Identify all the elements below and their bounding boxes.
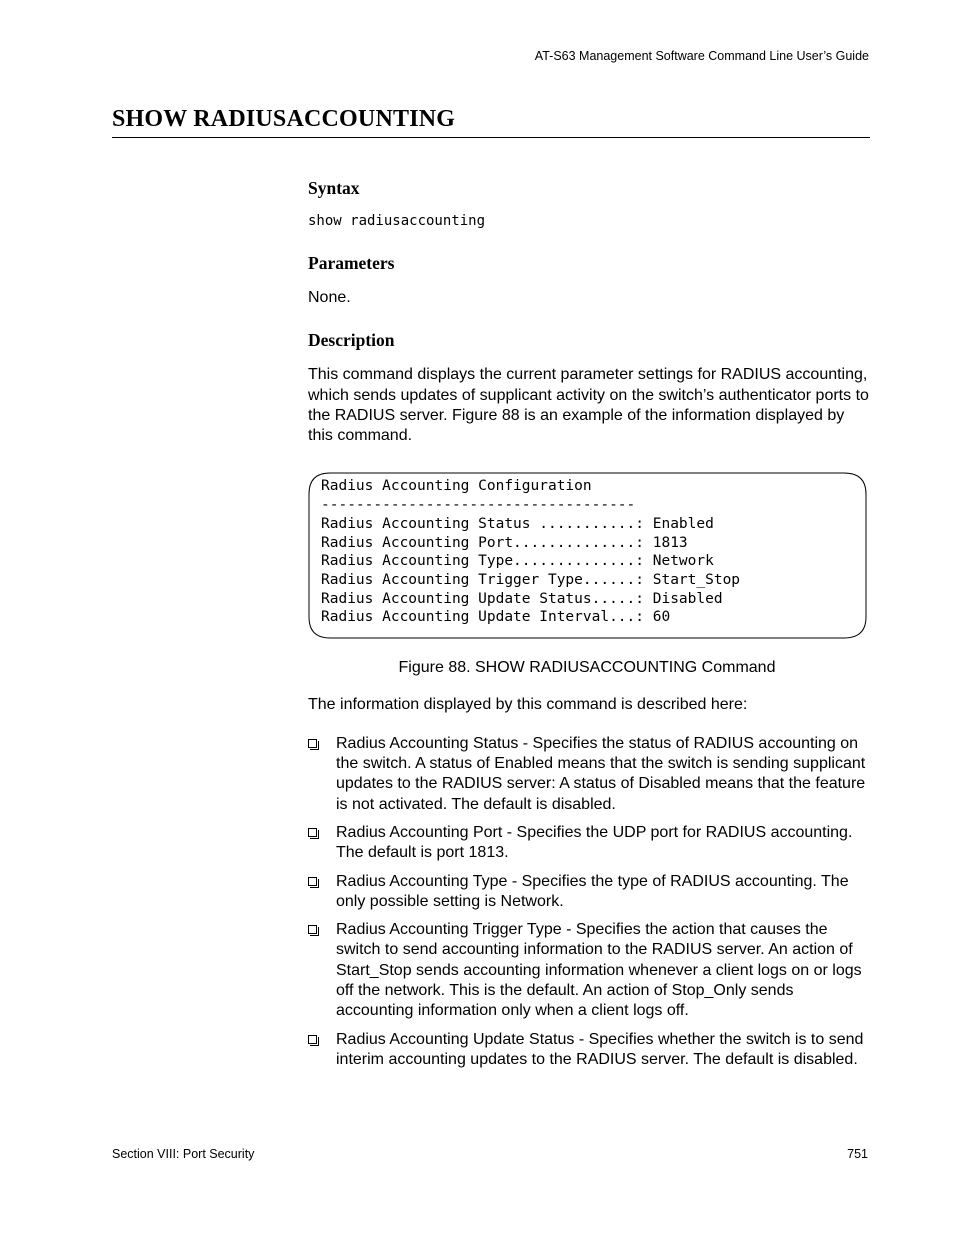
list-item: Radius Accounting Trigger Type - Specifies the action that causes the switch to send accounting information to the RADIUS server. An action of Start_Stop sends accounting information whenever a client logs on or logs off the network. This is the default. An action of Stop_Only sends accounting information only when a client logs off. (308, 920, 870, 1021)
checkbox-bullet-icon (308, 877, 317, 886)
main-content (308, 178, 870, 1078)
list-item: Radius Accounting Type - Specifies the type of RADIUS accounting. The only possible setting is Network. (308, 872, 870, 913)
bullet-list (308, 734, 870, 1070)
figure-code: Radius Accounting Configuration ------------------------------------ Radius Accounting Status ...........: Enabled Radius Accounting Port..............: 1813 Radius Accounting Type..............: Network Radius Accounting Trigger Type......: Start_Stop Radius Accounting Update Status.....: Disabled Radius Accounting Update Interval...: 60 (321, 478, 741, 626)
list-item: Radius Accounting Update Status - Specifies whether the switch is to send interim accounting updates to the RADIUS server. The default is disabled. (308, 1030, 870, 1071)
parameters-heading: Parameters (308, 253, 395, 273)
footer-section: Section VIII: Port Security (112, 1147, 255, 1161)
description-heading: Description (308, 330, 395, 351)
intro-text: The information displayed by this command is described here: (308, 696, 748, 714)
description-text: This command displays the current parameter settings for RADIUS accounting, which sends updates of supplicant activity on the switch’s authenticator ports to the RADIUS server. Figure 88 is an example of the information displayed by this command. (308, 366, 869, 445)
checkbox-bullet-icon (308, 739, 317, 748)
list-item: Radius Accounting Status - Specifies the status of RADIUS accounting on the switch. A status of Enabled means that the switch is sending supplicant updates to the RADIUS server: A status of Disabled means that the feature is not activated. The default is disabled. (308, 734, 870, 815)
checkbox-bullet-icon (308, 925, 317, 934)
syntax-heading: Syntax (308, 178, 360, 198)
footer-page-number: 751 (847, 1147, 868, 1161)
running-header: AT-S63 Management Software Command Line User’s Guide (534, 49, 869, 63)
checkbox-bullet-icon (308, 828, 317, 837)
checkbox-bullet-icon (308, 1035, 317, 1044)
page-title: SHOW RADIUSACCOUNTING (112, 106, 870, 138)
list-item: Radius Accounting Port - Specifies the UDP port for RADIUS accounting. The default is port 1813. (308, 823, 870, 864)
syntax-command: show radiusaccounting (308, 213, 486, 229)
figure-code-box (308, 472, 866, 637)
parameters-text: None. (308, 289, 351, 306)
figure-caption: Figure 88. SHOW RADIUSACCOUNTING Command (398, 659, 776, 677)
